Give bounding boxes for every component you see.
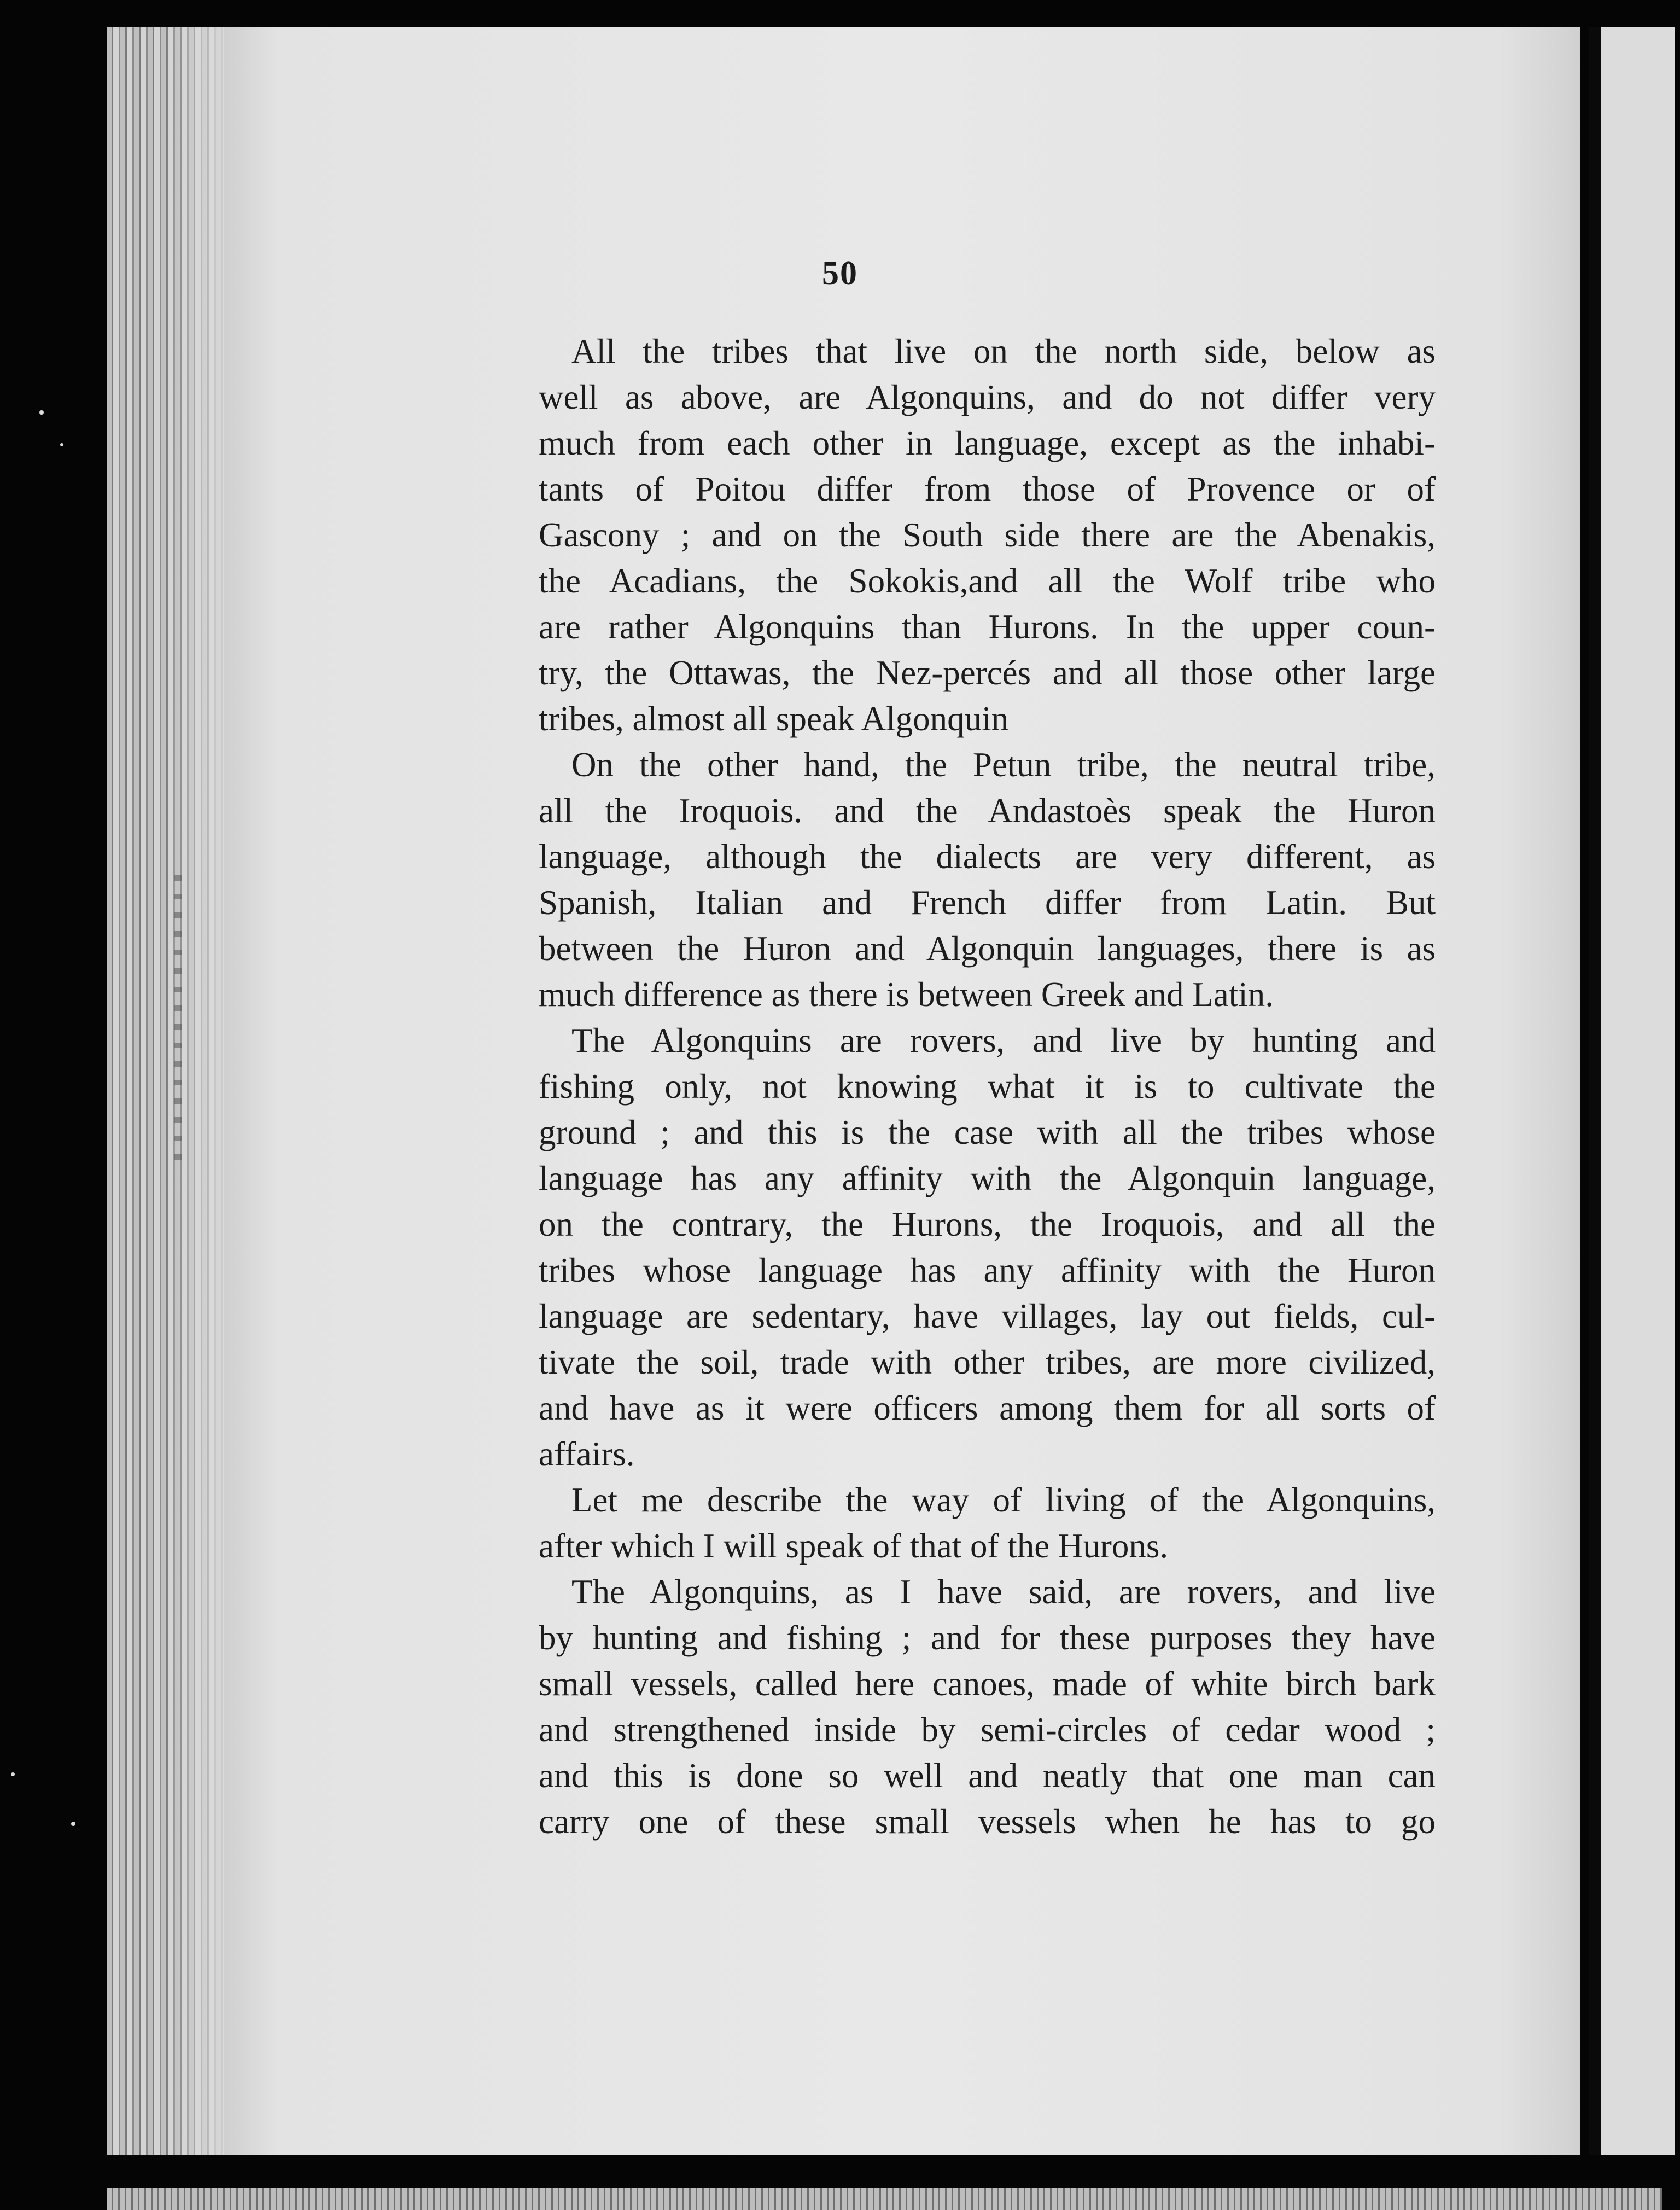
text-line: Let me describe the way of living of the Algonquins, <box>571 1481 1436 1519</box>
text-line: language has any affinity with the Algonquin language, <box>539 1159 1436 1197</box>
text-line: after which I will speak of that of the Hurons. <box>539 1527 1169 1565</box>
text-line: ground ; and this is the case with all the tribes whose <box>539 1113 1436 1151</box>
text-line: language, although the dialects are very different, as <box>539 838 1436 876</box>
paragraph <box>539 1569 1436 1845</box>
text-line: small vessels, called here canoes, made of white birch bark <box>539 1665 1436 1703</box>
dust-speck <box>60 443 63 446</box>
next-frame-edge <box>107 2188 1662 2210</box>
dust-speck <box>71 1822 75 1826</box>
body-text <box>539 328 1436 1845</box>
spine-marks <box>174 875 182 1160</box>
text-line: tivate the soil, trade with other tribes, are more civilized, <box>539 1343 1436 1381</box>
text-line: between the Huron and Algonquin languages, there is as <box>539 929 1436 968</box>
text-line: and this is done so well and neatly that one man can <box>539 1757 1436 1795</box>
text-line: tants of Poitou differ from those of Provence or of <box>539 470 1436 508</box>
paragraph <box>539 1017 1436 1477</box>
text-line: the Acadians, the Sokokis,and all the Wolf tribe who <box>539 562 1436 600</box>
text-line: On the other hand, the Petun tribe, the neutral tribe, <box>571 746 1436 784</box>
text-line: language are sedentary, have villages, lay out fields, cul- <box>539 1297 1436 1335</box>
text-line: try, the Ottawas, the Nez-percés and all those other large <box>539 654 1436 692</box>
text-line: Spanish, Italian and French differ from Latin. But <box>539 883 1436 922</box>
text-line: The Algonquins, as I have said, are rovers, and live <box>571 1573 1436 1611</box>
text-line: and strengthened inside by semi-circles of cedar wood ; <box>539 1711 1436 1749</box>
paragraph <box>539 1477 1436 1569</box>
dust-speck <box>39 410 44 415</box>
text-line: carry one of these small vessels when he has to go <box>539 1802 1436 1841</box>
text-line: well as above, are Algonquins, and do not differ very <box>539 378 1436 416</box>
text-line: affairs. <box>539 1435 635 1473</box>
text-line: fishing only, not knowing what it is to cultivate the <box>539 1067 1436 1106</box>
dust-speck <box>11 1772 15 1776</box>
text-line: tribes whose language has any affinity with the Huron <box>539 1251 1436 1289</box>
text-line: are rather Algonquins than Hurons. In the upper coun- <box>539 608 1436 646</box>
text-line: The Algonquins are rovers, and live by hunting and <box>571 1021 1436 1060</box>
text-line: on the contrary, the Hurons, the Iroquois, and all the <box>539 1205 1436 1243</box>
paragraph <box>539 328 1436 742</box>
text-line: Gascony ; and on the South side there are the Abenakis, <box>539 516 1436 554</box>
text-line: all the Iroquois. and the Andastoès speak the Huron <box>539 792 1436 830</box>
text-line: much from each other in language, except as the inhabi- <box>539 424 1436 462</box>
text-line: All the tribes that live on the north side, below as <box>571 332 1436 370</box>
text-line: tribes, almost all speak Algonquin <box>539 700 1009 738</box>
text-line: and have as it were officers among them for all sorts of <box>539 1389 1436 1427</box>
text-line: much difference as there is between Greek and Latin. <box>539 975 1274 1014</box>
right-page-edge <box>1589 27 1675 2155</box>
page-number: 50 <box>822 255 858 292</box>
paragraph <box>539 742 1436 1017</box>
text-line: by hunting and fishing ; and for these purposes they have <box>539 1619 1436 1657</box>
